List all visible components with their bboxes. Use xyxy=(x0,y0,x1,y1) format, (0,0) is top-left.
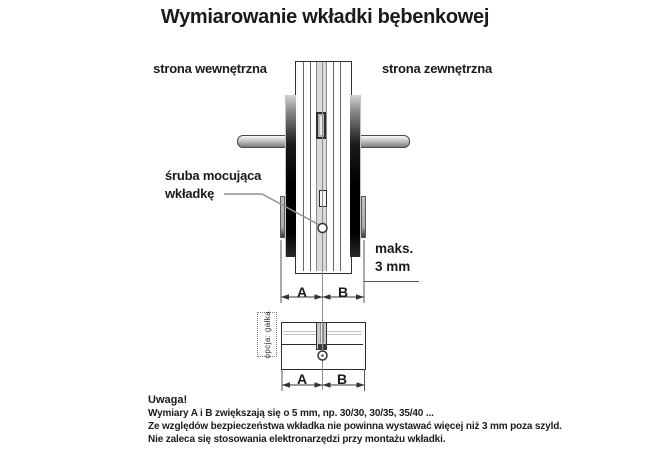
arrow xyxy=(356,294,364,300)
lock-cylinder-slot xyxy=(319,190,327,207)
outer-side-label: strona zewnętrzna xyxy=(381,61,492,76)
shield-outer-side xyxy=(350,95,361,257)
cylinder-cam-channel xyxy=(320,323,324,343)
knob-option-label: opcja: gałka xyxy=(262,310,272,359)
note-line: Nie zaleca się stosowania elektronarzędzi przy montażu wkładki. xyxy=(148,433,446,445)
max-protrusion-label xyxy=(375,240,413,275)
cylinder-end-outer xyxy=(361,196,366,238)
dim-b-lower: B xyxy=(336,371,348,387)
note-line: Ze względów bezpieczeństwa wkładka nie powinna wystawać więcej niż 3 mm poza szyld. xyxy=(148,420,562,432)
dim-a-lower: A xyxy=(296,371,308,387)
arrow xyxy=(323,294,331,300)
note-heading: Uwaga! xyxy=(148,394,188,406)
max-protrusion-line1: maks. xyxy=(375,241,414,256)
fixing-screw-label-line1: śruba mocująca xyxy=(165,168,262,183)
handle-spindle-left xyxy=(237,135,286,148)
arrow xyxy=(357,382,365,388)
dim-b-upper: B xyxy=(337,284,349,300)
inner-side-label: strona wewnętrzna xyxy=(153,61,267,76)
door-layer-line xyxy=(340,62,341,271)
shield-inner-side xyxy=(285,95,296,257)
arrow xyxy=(323,382,331,388)
arrow xyxy=(315,294,323,300)
arrow xyxy=(282,382,290,388)
door-layer-line xyxy=(310,62,311,271)
fixing-screw-label xyxy=(165,167,261,203)
arrow xyxy=(281,294,289,300)
note-line: Wymiary A i B zwiększają się o 5 mm, np. 30/30, 30/35, 35/40 ... xyxy=(148,408,434,419)
note-block xyxy=(148,394,562,446)
knob-option-label-wrap xyxy=(257,312,277,357)
door-layer-line xyxy=(303,62,304,271)
handle-spindle-right xyxy=(360,135,410,148)
lock-follower-slot-channel xyxy=(320,116,323,135)
lock-pocket-strip xyxy=(316,62,327,271)
fixing-screw-label-line2: wkładkę xyxy=(165,186,215,201)
cylinder-cam xyxy=(318,344,326,350)
max-protrusion-line2: 3 mm xyxy=(375,258,411,274)
dim-a-upper: A xyxy=(296,284,308,300)
door-layer-line xyxy=(333,62,334,271)
arrow xyxy=(315,382,323,388)
page-title: Wymiarowanie wkładki bębenkowej xyxy=(160,6,490,28)
